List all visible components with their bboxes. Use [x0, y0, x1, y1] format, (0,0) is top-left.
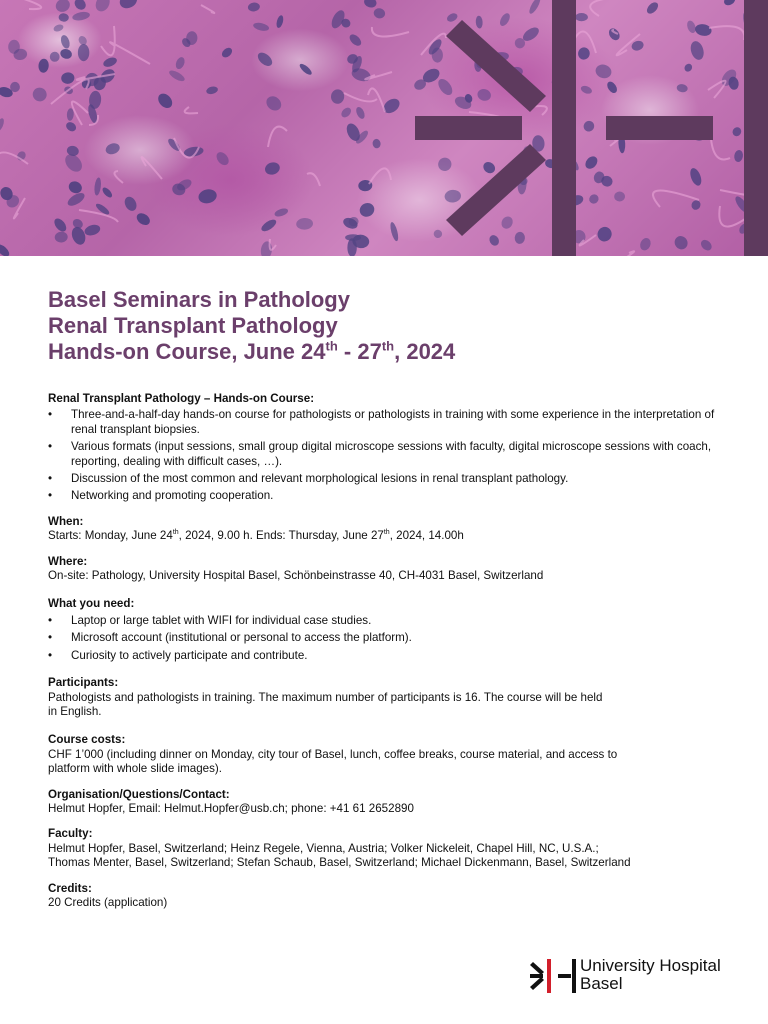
list-item: • Curiosity to actively participate and contribute.	[48, 649, 728, 663]
section-heading: Credits:	[48, 881, 92, 895]
title-sup: th	[325, 338, 338, 354]
logo-text	[580, 957, 721, 993]
logo-line-1: University Hospital	[580, 956, 721, 975]
text-part: Starts: Monday, June 24	[48, 529, 173, 543]
bullet-list	[48, 614, 728, 663]
text-sup: th	[383, 529, 390, 537]
costs-section	[48, 733, 728, 776]
title-line-1: Basel Seminars in Pathology	[48, 287, 350, 312]
when-text	[48, 529, 728, 543]
section-heading: Participants:	[48, 676, 119, 690]
where-section	[48, 555, 728, 584]
participants-text-line: in English.	[48, 704, 102, 718]
where-text: On-site: Pathology, University Hospital Basel, Schönbeinstrasse 40, CH-4031 Basel, Switzerland	[48, 569, 544, 583]
participants-text-line: Pathologists and pathologists in training. The maximum number of participants is 16. The course will be held	[48, 690, 603, 704]
brand-mark-icon	[0, 0, 768, 256]
list-item: • Networking and promoting cooperation.	[48, 489, 728, 503]
contact-text: Helmut Hopfer, Email: Helmut.Hopfer@usb.ch; phone: +41 61 2652890	[48, 801, 414, 815]
contact-section	[48, 788, 728, 817]
title-sup: th	[381, 338, 395, 354]
course-overview-section	[48, 392, 728, 504]
title-line-3-part: - 27	[337, 339, 382, 364]
text-part: , 2024, 9.00 h. Ends: Thursday, June 27	[178, 529, 384, 543]
faculty-section	[48, 827, 728, 870]
when-section	[48, 515, 728, 544]
header-banner-image	[0, 0, 768, 256]
text-sup: th	[172, 529, 179, 537]
costs-text-line: CHF 1’000 (including dinner on Monday, city tour of Basel, lunch, coffee breaks, course material, and access to	[48, 747, 618, 761]
credits-text: 20 Credits (application)	[48, 895, 168, 909]
list-item: • Three-and-a-half-day hands-on course for pathologists or pathologists in training with some experience in the interpretation of renal transplant biopsies.	[48, 408, 728, 437]
credits-section	[48, 882, 728, 911]
costs-text-line: platform with whole slide images).	[48, 762, 222, 776]
logo-line-2: Basel	[580, 974, 623, 993]
hospital-logo-icon	[530, 959, 576, 993]
list-item: • Various formats (input sessions, small group digital microscope sessions with faculty, digital microscope sessions with coach, reporting, dealing with difficult cases, …).	[48, 440, 728, 469]
list-item: • Laptop or large tablet with WIFI for individual case studies.	[48, 614, 728, 628]
text-part: , 2024, 14.00h	[389, 529, 464, 543]
faculty-text-line: Helmut Hopfer, Basel, Switzerland; Heinz Regele, Vienna, Austria; Volker Nickeleit, Chapel Hill, NC, U.S.A.;	[48, 841, 599, 855]
section-heading: Renal Transplant Pathology – Hands-on Course:	[48, 392, 315, 405]
requirements-section	[48, 597, 728, 663]
section-heading: What you need:	[48, 597, 135, 611]
university-hospital-logo	[530, 955, 750, 995]
title-line-2: Renal Transplant Pathology	[48, 313, 338, 338]
participants-section	[48, 676, 728, 719]
section-heading: When:	[48, 514, 84, 528]
course-details	[48, 392, 728, 921]
section-heading: Where:	[48, 554, 88, 568]
title-line-3-part: Hands-on Course, June 24	[48, 339, 326, 364]
title-line-3	[48, 339, 728, 365]
list-item: • Discussion of the most common and relevant morphological lesions in renal transplant pathology.	[48, 472, 728, 486]
section-heading: Organisation/Questions/Contact:	[48, 787, 230, 801]
faculty-text-line: Thomas Menter, Basel, Switzerland; Stefan Schaub, Basel, Switzerland; Michael Dickenmann, Basel, Switzerland	[48, 856, 631, 870]
page-title	[48, 287, 728, 365]
list-item: • Microsoft account (institutional or personal to access the platform).	[48, 631, 728, 645]
section-heading: Faculty:	[48, 827, 93, 841]
title-line-3-part: , 2024	[394, 339, 456, 364]
bullet-list	[48, 408, 728, 503]
section-heading: Course costs:	[48, 733, 126, 747]
